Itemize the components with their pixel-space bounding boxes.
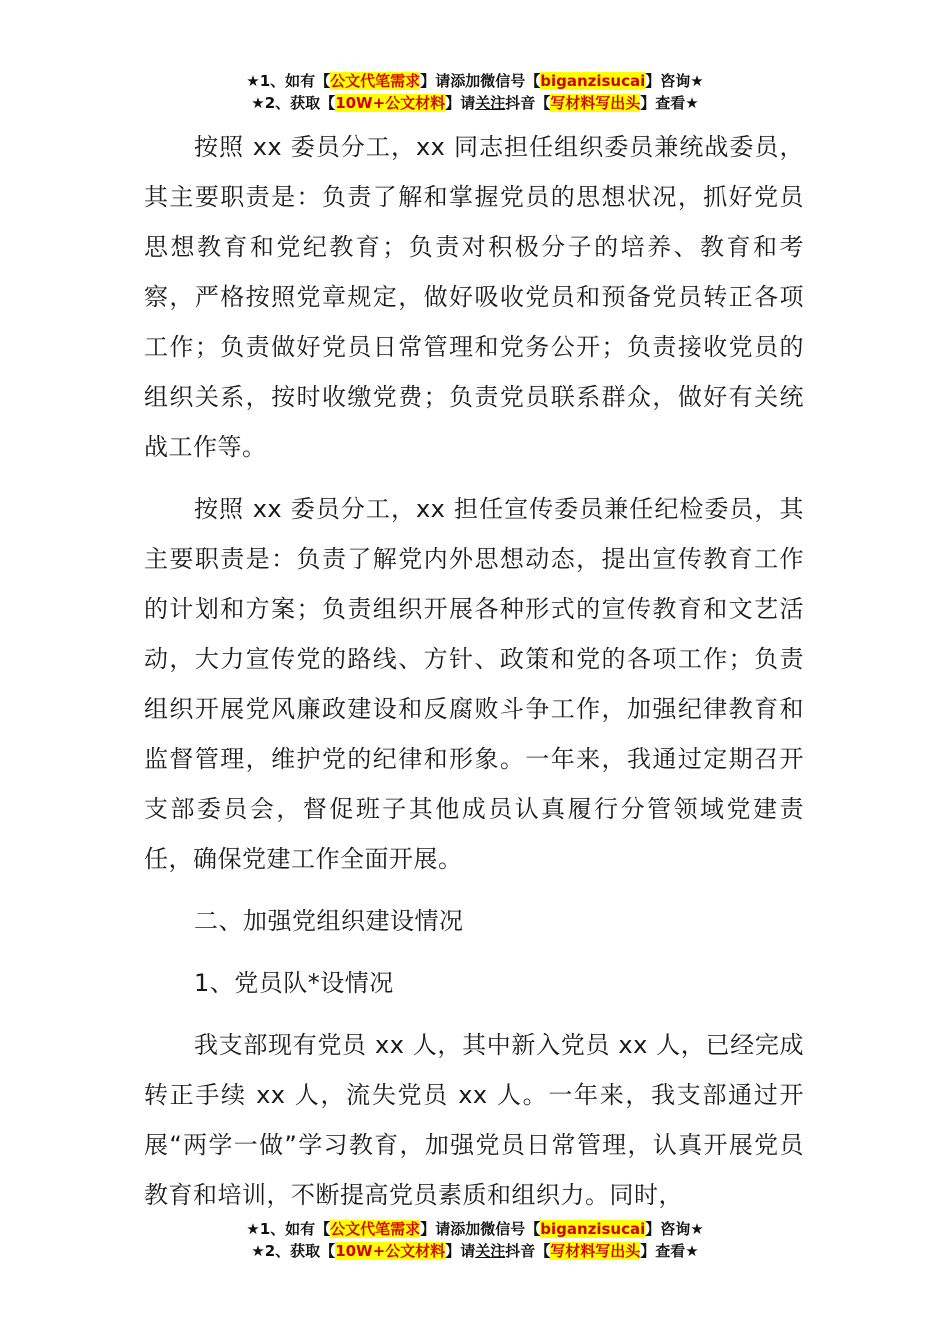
wechat-id: biganzisucai — [540, 72, 646, 90]
footer-watermark-banner — [0, 1218, 950, 1262]
douyin-account: 写材料写出头 — [550, 1242, 641, 1260]
section-heading: 二、加强党组织建设情况 — [194, 907, 464, 935]
subsection-heading: 1、党员队*设情况 — [194, 969, 394, 997]
banner-line-1: ★1、如有【公文代笔需求】请添加微信号【biganzisucai】咨询★ — [246, 72, 704, 90]
banner-highlight: 10W+公文材料 — [335, 94, 446, 112]
banner-highlight: 公文代笔需求 — [330, 72, 421, 90]
paragraph-member-status: 我支部现有党员 xx 人，其中新入党员 xx 人，已经完成转正手续 xx 人，流失党员 xx 人。一年来，我支部通过开展“两学一做”学习教育，加强党员日常管理，认真开展党员教育和培训，不断提高党员素质和组织力。同时， — [144, 1031, 804, 1209]
banner-line-2: ★2、获取【10W+公文材料】请关注抖音【写材料写出头】查看★ — [251, 1242, 699, 1260]
banner-highlight: 公文代笔需求 — [330, 1220, 421, 1238]
banner-line-2: ★2、获取【10W+公文材料】请关注抖音【写材料写出头】查看★ — [251, 94, 699, 112]
banner-line-1: ★1、如有【公文代笔需求】请添加微信号【biganzisucai】咨询★ — [246, 1220, 704, 1238]
document-body — [144, 122, 804, 1220]
paragraph-organization-duties: 按照 xx 委员分工，xx 同志担任组织委员兼统战委员，其主要职责是：负责了解和掌握党员的思想状况，抓好党员思想教育和党纪教育；负责对积极分子的培养、教育和考察，严格按照党章规定，做好吸收党员和预备党员转正各项工作；负责做好党员日常管理和党务公开；负责接收党员的组织关系，按时收缴党费；负责党员联系群众，做好有关统战工作等。 — [144, 133, 804, 461]
douyin-account: 写材料写出头 — [550, 94, 641, 112]
paragraph-propaganda-duties: 按照 xx 委员分工，xx 担任宣传委员兼任纪检委员，其主要职责是：负责了解党内外思想动态，提出宣传教育工作的计划和方案；负责组织开展各种形式的宣传教育和文艺活动，大力宣传党的路线、方针、政策和党的各项工作；负责组织开展党风廉政建设和反腐败斗争工作，加强纪律教育和监督管理，维护党的纪律和形象。一年来，我通过定期召开支部委员会，督促班子其他成员认真履行分管领域党建责任，确保党建工作全面开展。 — [144, 495, 804, 873]
wechat-id: biganzisucai — [540, 1220, 646, 1238]
banner-highlight: 10W+公文材料 — [335, 1242, 446, 1260]
header-watermark-banner — [0, 70, 950, 114]
